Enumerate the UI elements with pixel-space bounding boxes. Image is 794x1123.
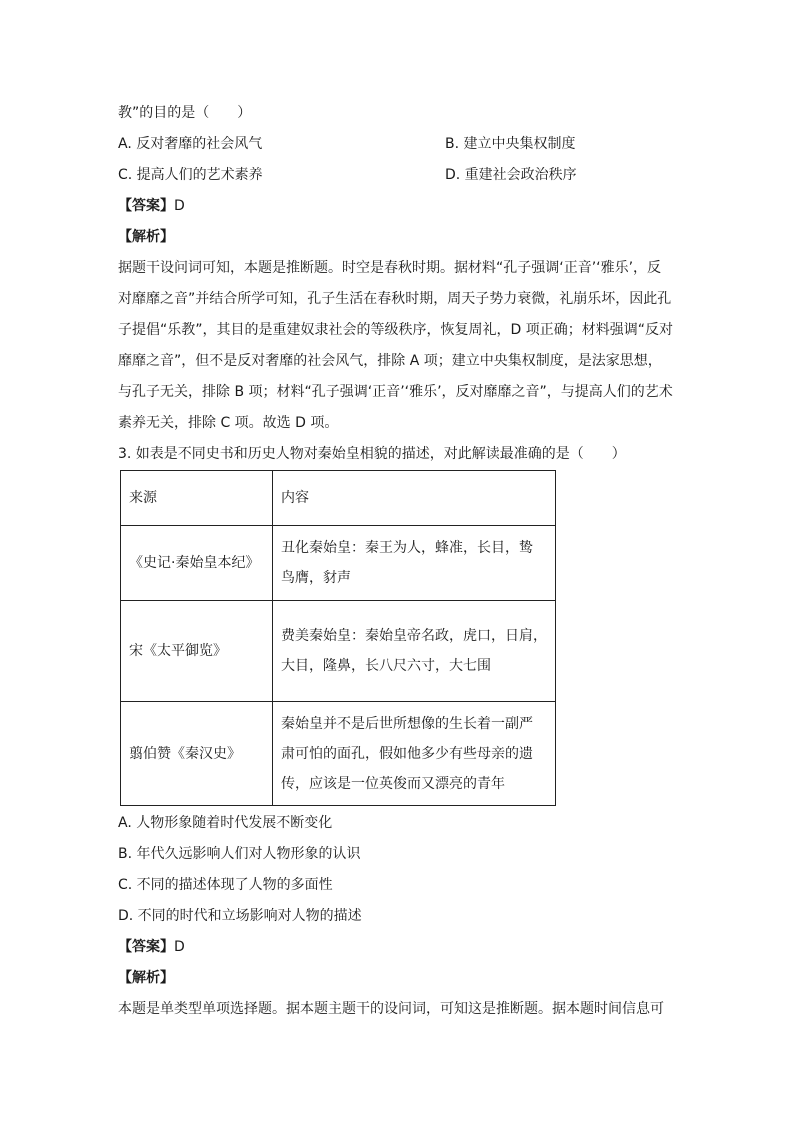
cell-line: 鸟膺，豺声 [281, 570, 351, 586]
table-header-content: 内容 [273, 471, 556, 526]
q3-answer [118, 937, 185, 957]
q3-analysis-line: 本题是单类型单项选择题。据本题主题干的设问词，可知这是推断题。据本题时间信息可 [118, 1001, 664, 1017]
cell-line: 丑化秦始皇：秦王为人，蜂准，长目，鸷 [281, 540, 533, 556]
q2-analysis-line: 素养无关，排除 C 项。故选 D 项。 [118, 415, 339, 431]
table-row [121, 526, 556, 601]
table-cell-source: 《史记·秦始皇本纪》 [121, 526, 273, 601]
q3-answer-label: 【答案】 [118, 939, 174, 955]
q3-option-d: D. 不同的时代和立场影响对人物的描述 [118, 908, 362, 924]
q3-option-a: A. 人物形象随着时代发展不断变化 [118, 815, 333, 831]
q2-analysis-line: 据题干设问词可知，本题是推断题。时空是春秋时期。据材料“孔子强调‘正音’‘雅乐’，反 [118, 260, 662, 276]
q2-analysis-line: 对靡靡之音”并结合所学可知，孔子生活在春秋时期，周天子势力衰微，礼崩乐坏，因此孔 [118, 291, 672, 307]
cell-line: 费美秦始皇：秦始皇帝名政，虎口，日肩， [281, 628, 547, 644]
q2-stem-tail: 教”的目的是（ ） [118, 105, 252, 121]
table-header-row [121, 471, 556, 526]
q3-analysis-label: 【解析】 [118, 970, 174, 986]
cell-line: 秦始皇并不是后世所想像的生长着一副严 [281, 715, 533, 732]
table-cell-content [273, 526, 556, 601]
q2-answer-value: D [174, 198, 185, 214]
q2-answer-label: 【答案】 [118, 198, 174, 214]
q2-option-a: A. 反对奢靡的社会风气 [118, 136, 263, 152]
q3-option-c: C. 不同的描述体现了人物的多面性 [118, 877, 333, 893]
q3-stem: 3. 如表是不同史书和历史人物对秦始皇相貌的描述，对此解读最准确的是（ ） [118, 446, 626, 462]
table-cell-content [273, 702, 556, 806]
table-row [121, 601, 556, 702]
comparison-table [120, 470, 556, 806]
q3-option-b: B. 年代久远影响人们对人物形象的认识 [118, 846, 361, 862]
q2-option-b: B. 建立中央集权制度 [445, 136, 576, 152]
q2-answer [118, 196, 185, 216]
q2-analysis-label: 【解析】 [118, 229, 174, 245]
cell-line: 大目，隆鼻，长八尺六寸，大七围 [281, 658, 491, 674]
q3-answer-value: D [174, 939, 185, 955]
table-header-source: 来源 [121, 471, 273, 526]
table-cell-content [273, 601, 556, 702]
table-row [121, 702, 556, 806]
cell-line: 传，应该是一位英俊而又漂亮的青年 [281, 775, 505, 792]
q2-option-c: C. 提高人们的艺术素养 [118, 167, 263, 183]
q2-analysis [118, 253, 678, 439]
q3-analysis [118, 994, 678, 1025]
q2-analysis-line: 子提倡“乐教”，其目的是重建奴隶社会的等级秩序，恢复周礼，D 项正确；材料强调“反对 [118, 322, 673, 338]
q2-analysis-line: 与孔子无关，排除 B 项；材料“孔子强调‘正音’‘雅乐’，反对靡靡之音”，与提高人们的艺术 [118, 384, 673, 400]
q2-analysis-line: 靡靡之音”，但不是反对奢靡的社会风气，排除 A 项；建立中央集权制度，是法家思想， [118, 353, 662, 369]
cell-line: 肃可怕的面孔，假如他多少有些母亲的遗 [281, 745, 533, 762]
table-cell-source: 宋《太平御览》 [121, 601, 273, 702]
q2-option-d: D. 重建社会政治秩序 [445, 167, 577, 183]
table-cell-source: 翦伯赞《秦汉史》 [121, 702, 273, 806]
